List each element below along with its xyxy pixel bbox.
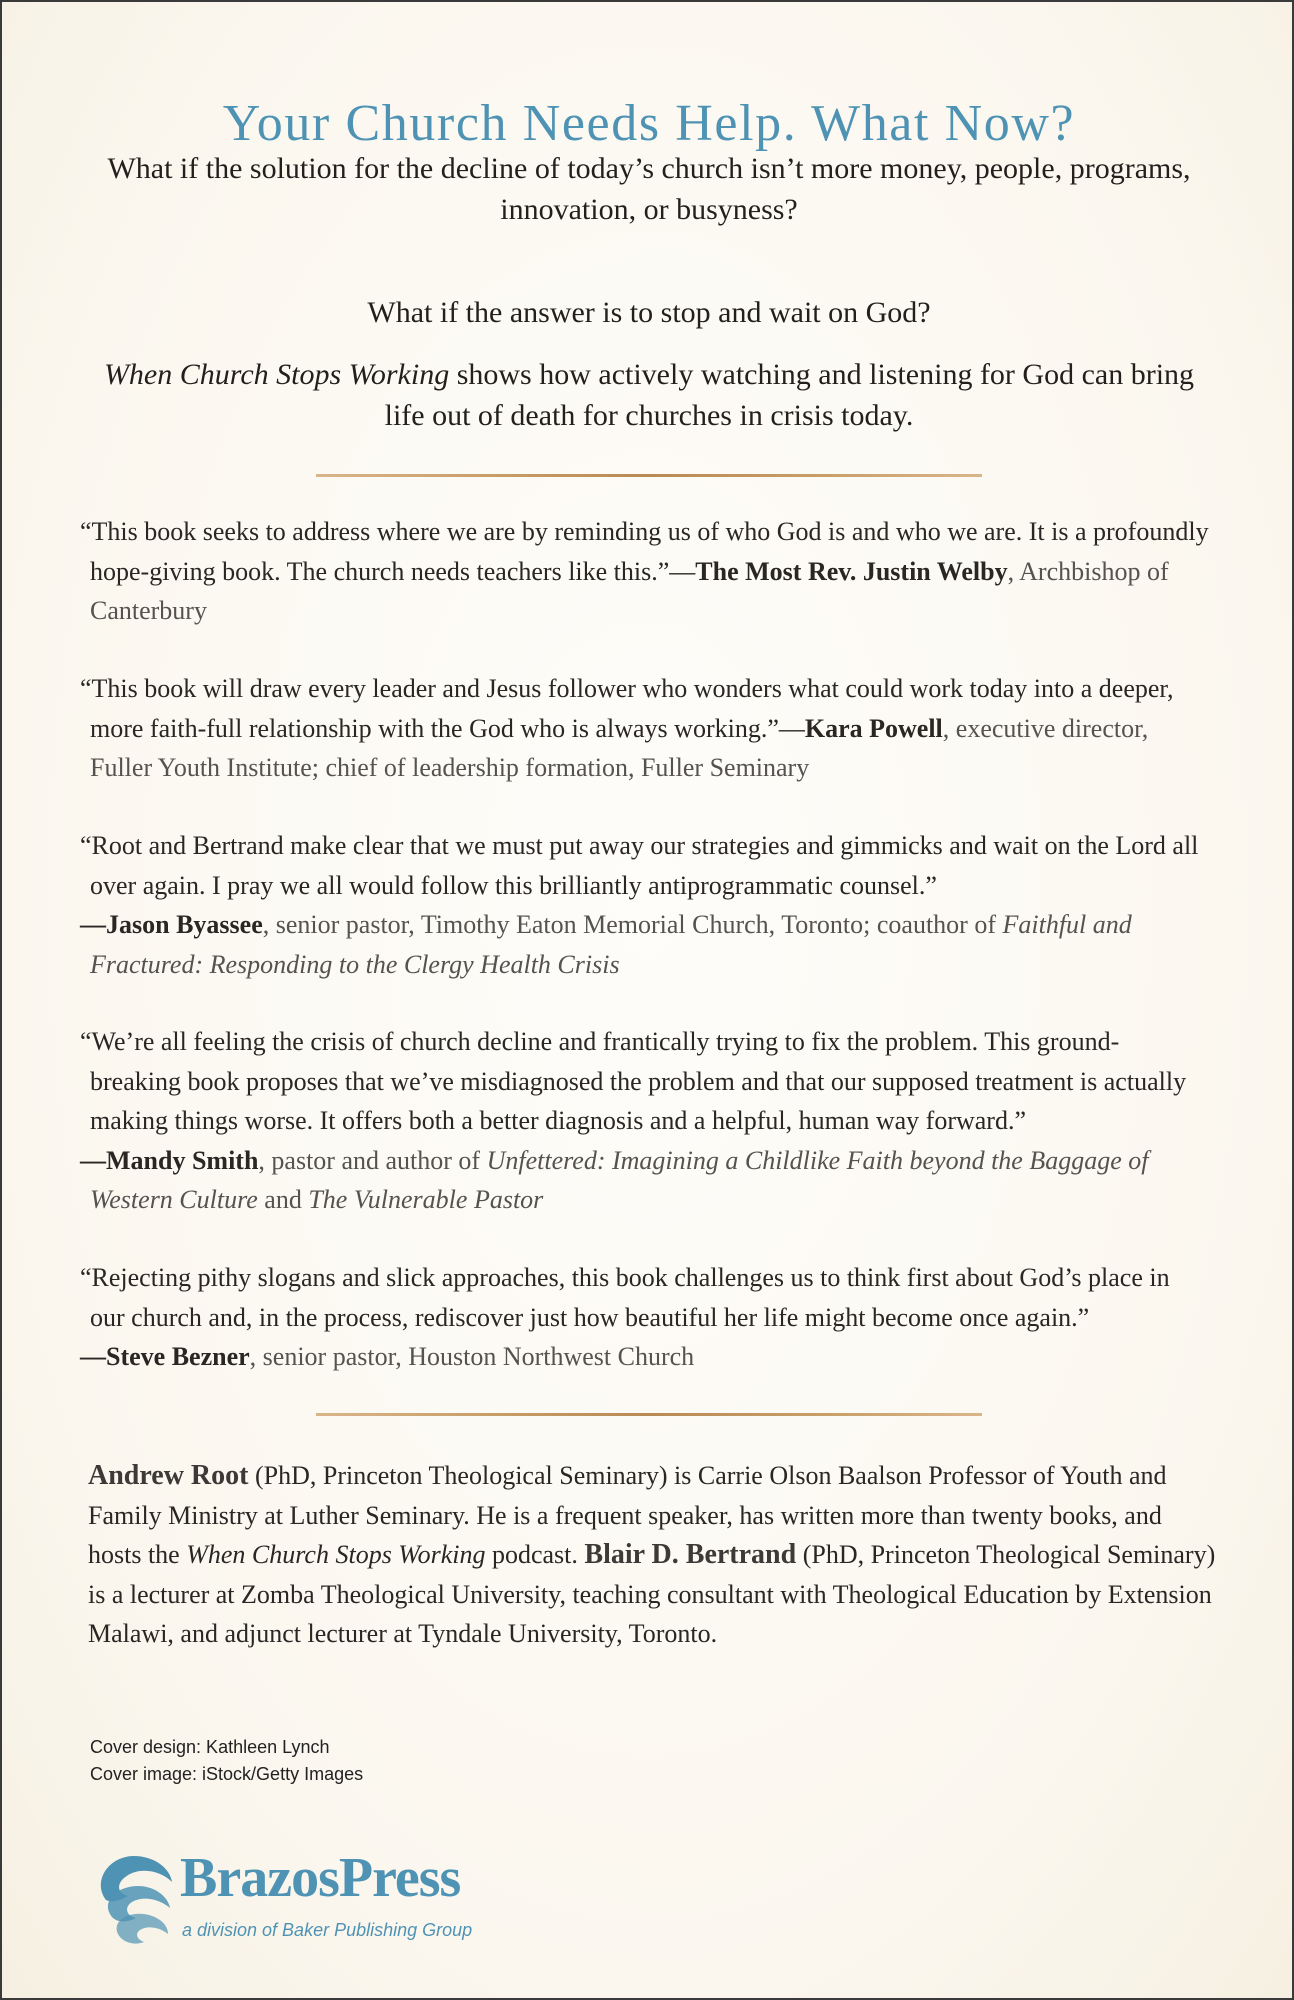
podcast-suffix: podcast. [485,1540,585,1569]
intro-summary [102,354,1196,436]
author-bio [88,1456,1220,1654]
brazos-swirl-icon [88,1842,182,1952]
author-1-bio: (PhD, Princeton Theological Seminary) is Carrie Olson Baalson Professor of Youth and Family Ministry at Luther Seminary. He is a frequent speaker, has written more than twenty books, and hosts the [88,1461,1167,1569]
publisher-logo [88,1842,508,1962]
endorser-role: , pastor and author of [258,1145,487,1175]
endorser-attribution [80,1141,1210,1220]
intro-book-title: When Church Stops Working [103,358,450,391]
credit-design: Cover design: Kathleen Lynch [90,1737,330,1757]
endorser-role: , Archbishop of Canterbury [90,556,1169,625]
endorser-role: , senior pastor, Timothy Eaton Memorial Church, Toronto; coauthor of [262,910,1003,939]
endorsement-smith [80,1022,1210,1220]
cover-credits [90,1734,363,1788]
endorser-role: , executive director, Fuller Youth Institute; chief of leadership formation, Fuller Seminary [90,713,1149,782]
endorsement-text: “We’re all feeling the crisis of church decline and frantically trying to fix the problem. This ground-breaking book proposes that we’ve misdiagnosed the problem and that our supposed treatment is actually making things worse. It offers both a better diagnosis and a helpful, human way forward.” [80,1027,1187,1135]
podcast-title: When Church Stops Working [186,1540,486,1569]
endorsement-text: “Rejecting pithy slogans and slick approaches, this book challenges us to think first about God’s place in our church and, in the process, rediscover just how beautiful her life might become once again.” [80,1263,1170,1332]
publisher-tagline: a division of Baker Publishing Group [182,1920,473,1940]
intro-question-1: What if the solution for the decline of today’s church isn’t more money, people, programs, innovation, or busyness? [107,152,1191,226]
endorser-role: , senior pastor, Houston Northwest Church [249,1342,695,1371]
endorser-name: —Jason Byassee [80,910,263,939]
divider-bottom [316,1413,982,1416]
intro-summary-text: shows how actively watching and listening for God can bring life out of death for churches in crisis today. [384,358,1195,432]
author-1-name: Andrew Root [88,1460,249,1491]
endorsement-welby [80,512,1210,631]
author-2-bio: (PhD, Princeton Theological Seminary) is a lecturer at Zomba Theological University, teaching consultant with Theological Education by Extension Malawi, and adjunct lecturer at Tyndale University, Toronto. [88,1540,1216,1648]
credit-image: Cover image: iStock/Getty Images [90,1764,364,1784]
endorsement-bezner [80,1258,1210,1377]
endorsement-text: “This book will draw every leader and Jesus follower who wonders what could work today into a deeper, more faith-full relationship with the God who is always working.”— [80,674,1174,743]
endorsement-byassee [80,826,1210,984]
endorser-and: and [257,1185,309,1214]
endorser-book-2: The Vulnerable Pastor [308,1185,544,1214]
divider-top [316,474,982,477]
endorsement-text: “Root and Bertrand make clear that we must put away our strategies and gimmicks and wait on the Lord all over again. I pray we all would follow this brilliantly antiprogrammatic counsel.” [80,831,1199,900]
endorser-book: Faithful and Fractured: Responding to the Clergy Health Crisis [90,910,1132,979]
author-2-name: Blair D. Bertrand [584,1539,797,1570]
endorsement-powell [80,669,1210,788]
headline: Your Church Needs Help. What Now? [222,95,1076,152]
endorsement-text: “This book seeks to address where we are by reminding us of who God is and who we are. It is a profoundly hope-giving book. The church needs teachers like this.”— [80,517,1209,586]
endorser-attribution [80,1337,1210,1377]
endorser-book: Unfettered: Imagining a Childlike Faith beyond the Baggage of Western Culture [90,1145,1149,1214]
publisher-name: BrazosPress [180,1847,461,1909]
endorser-name: —Steve Bezner [80,1342,250,1371]
endorser-attribution [80,905,1210,984]
endorser-name: —Mandy Smith [80,1145,259,1175]
endorser-name: Kara Powell [804,713,943,743]
intro-question-2: What if the answer is to stop and wait on God? [367,296,931,329]
endorser-name: The Most Rev. Justin Welby [695,556,1008,586]
